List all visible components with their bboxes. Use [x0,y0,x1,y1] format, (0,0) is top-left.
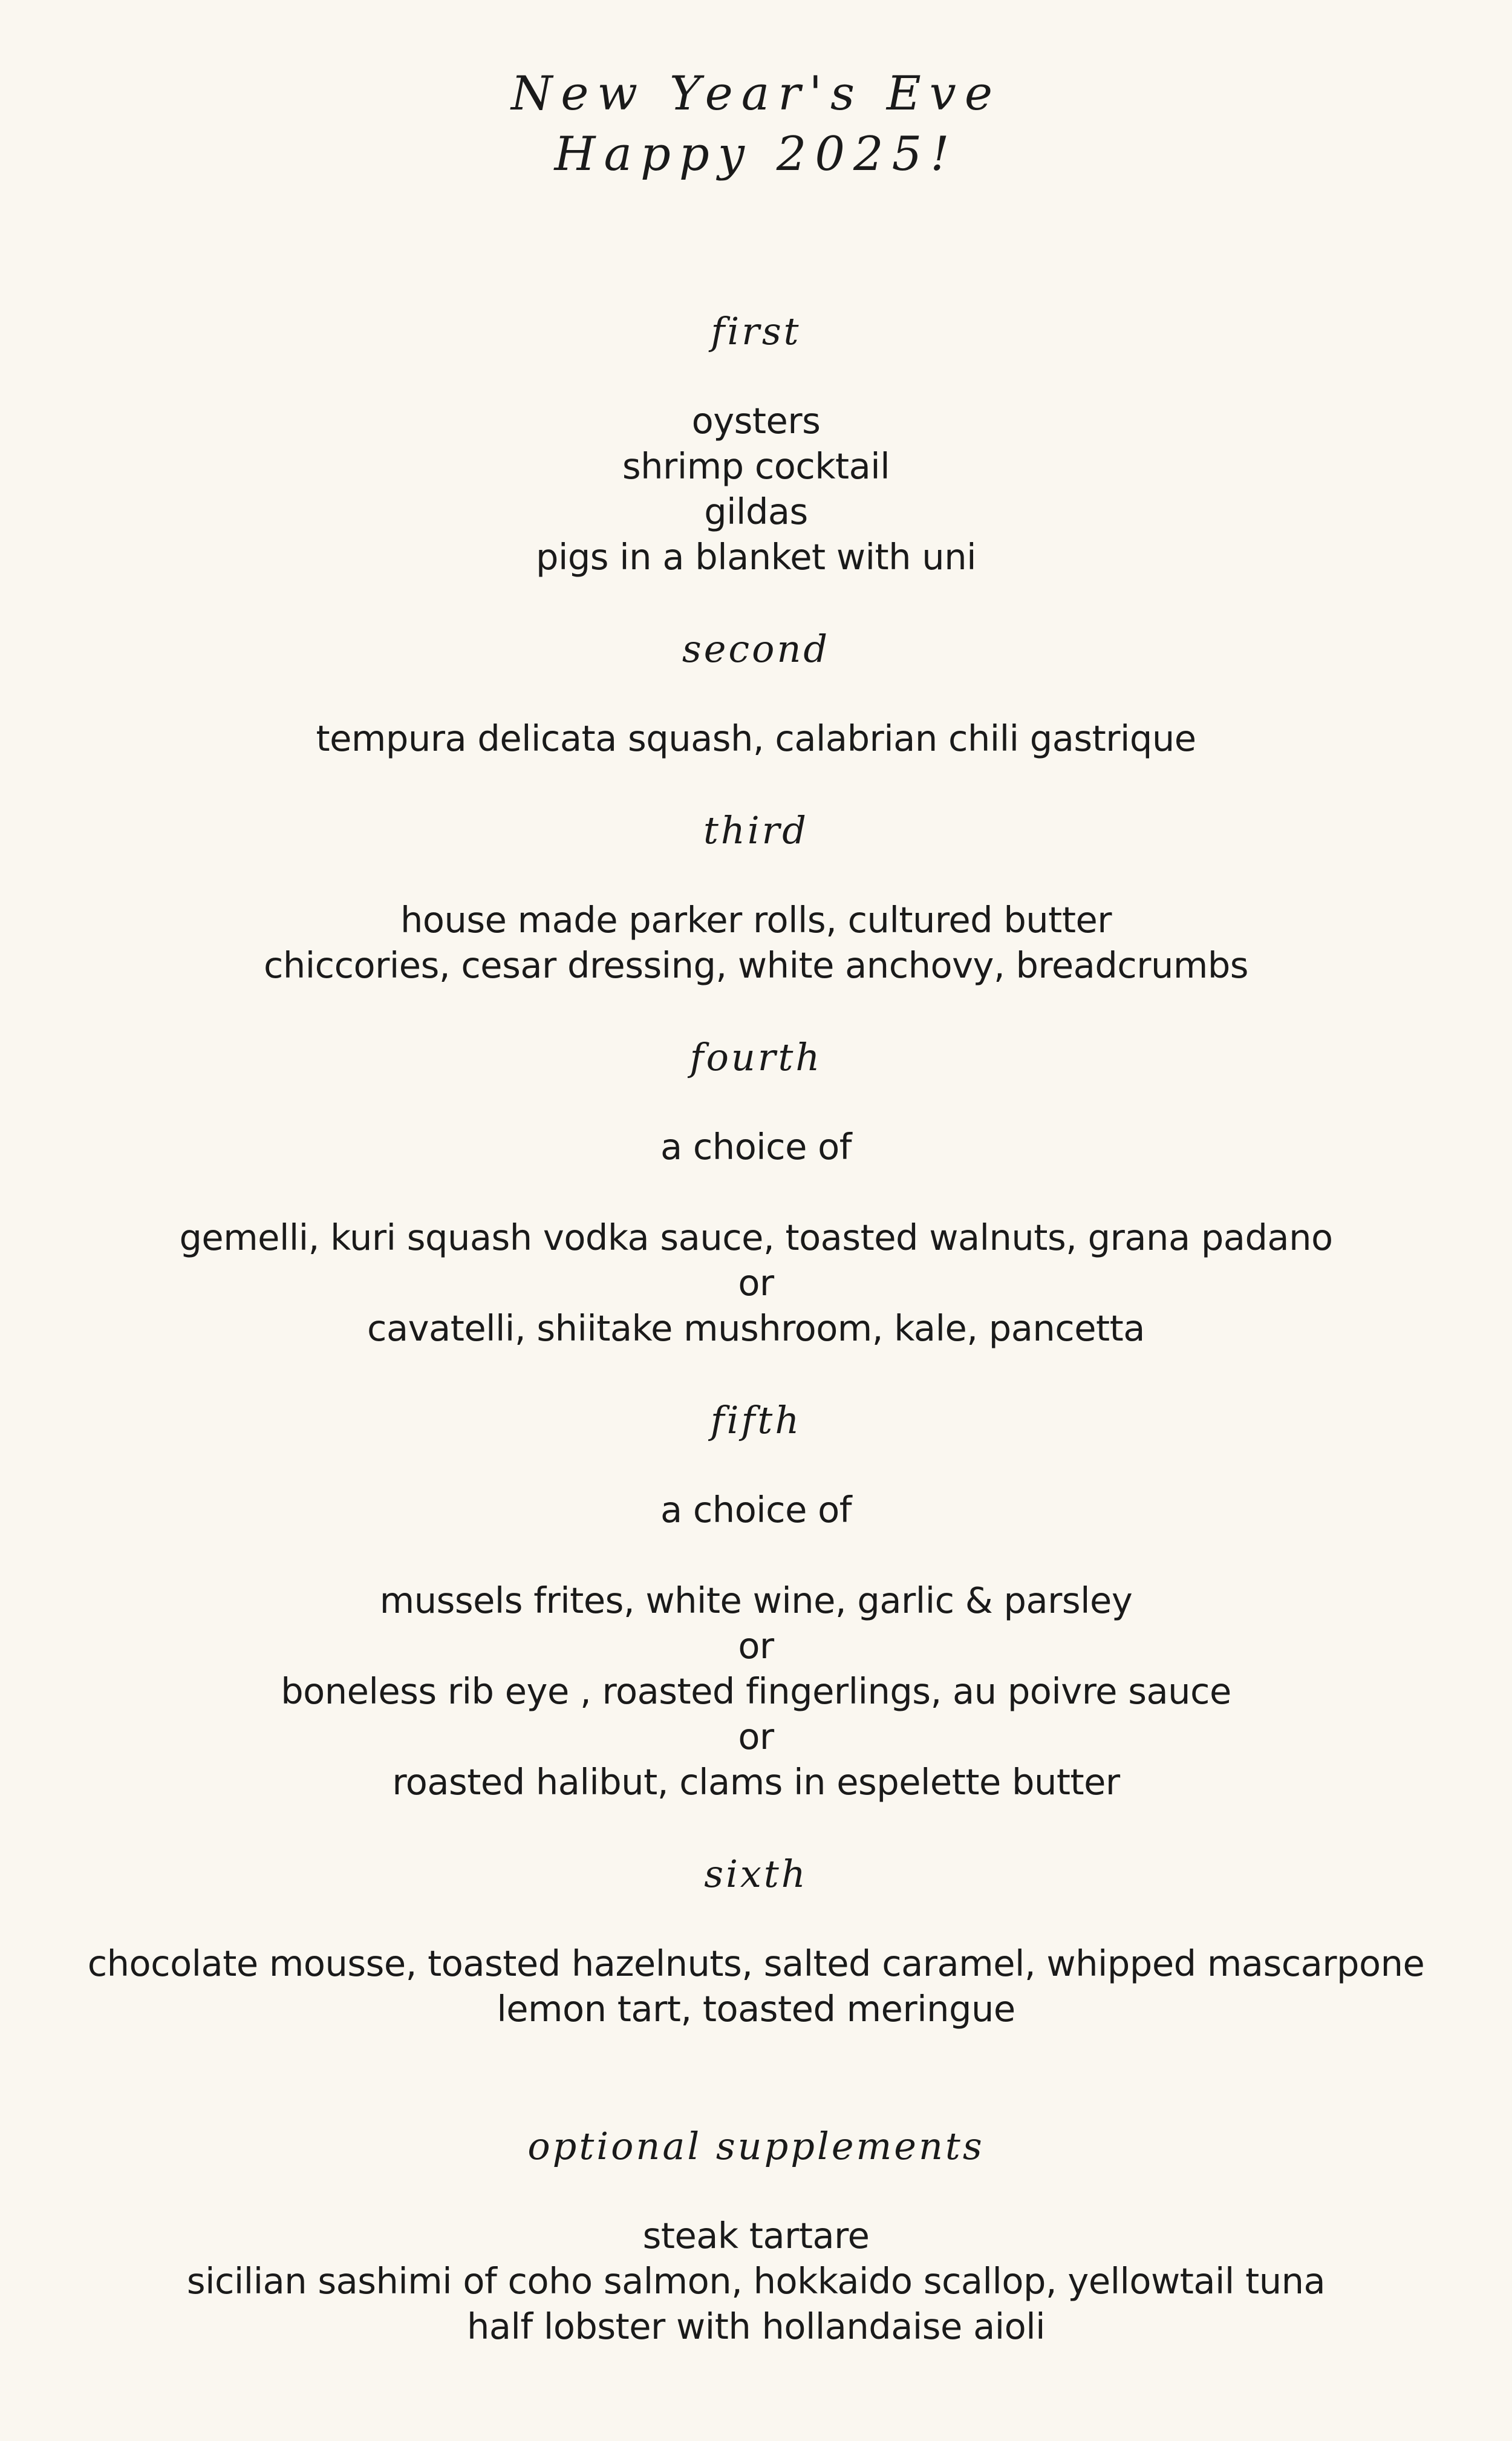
menu-item: gemelli, kuri squash vodka sauce, toasted walnuts, grana padano [179,1217,1333,1258]
menu-item: cavatelli, shiitake mushroom, kale, pancetta [367,1307,1145,1349]
menu-item: gildas [704,491,808,532]
supplements-heading: optional supplements [527,2124,985,2168]
supplement-item: sicilian sashimi of coho salmon, hokkaido scallop, yellowtail tuna [186,2260,1326,2302]
course-heading-third: third [703,808,809,852]
menu-separator: or [738,1716,774,1757]
menu-item: pigs in a blanket with uni [536,536,976,578]
menu-item: chiccories, cesar dressing, white anchovy, breadcrumbs [263,944,1249,986]
course-intro: a choice of [660,1489,852,1531]
course-heading-second: second [682,627,830,671]
course-heading-first: first [711,309,801,353]
menu-item: oysters [691,400,821,442]
menu-item: tempura delicata squash, calabrian chili gastrique [316,717,1196,759]
supplement-item: steak tartare [642,2215,870,2256]
course-heading-sixth: sixth [704,1852,808,1896]
course-heading-fifth: fifth [710,1398,802,1442]
course-intro: a choice of [660,1126,852,1168]
menu-separator: or [738,1262,774,1304]
supplement-item: half lobster with hollandaise aioli [466,2305,1046,2347]
menu-item: lemon tart, toasted meringue [497,1988,1015,2030]
menu-subtitle: Happy 2025! [554,127,958,181]
menu-item: chocolate mousse, toasted hazelnuts, salted caramel, whipped mascarpone [87,1943,1425,1984]
menu-item: boneless rib eye , roasted fingerlings, au poivre sauce [281,1670,1231,1712]
menu-item: roasted halibut, clams in espelette butter [392,1761,1120,1803]
menu-item: house made parker rolls, cultured butter [400,899,1112,941]
course-heading-fourth: fourth [689,1035,823,1079]
menu-separator: or [738,1625,774,1667]
menu-item: shrimp cocktail [622,445,890,487]
menu-title: New Year's Eve [510,67,1002,121]
menu-item: mussels frites, white wine, garlic & parsley [379,1580,1133,1621]
